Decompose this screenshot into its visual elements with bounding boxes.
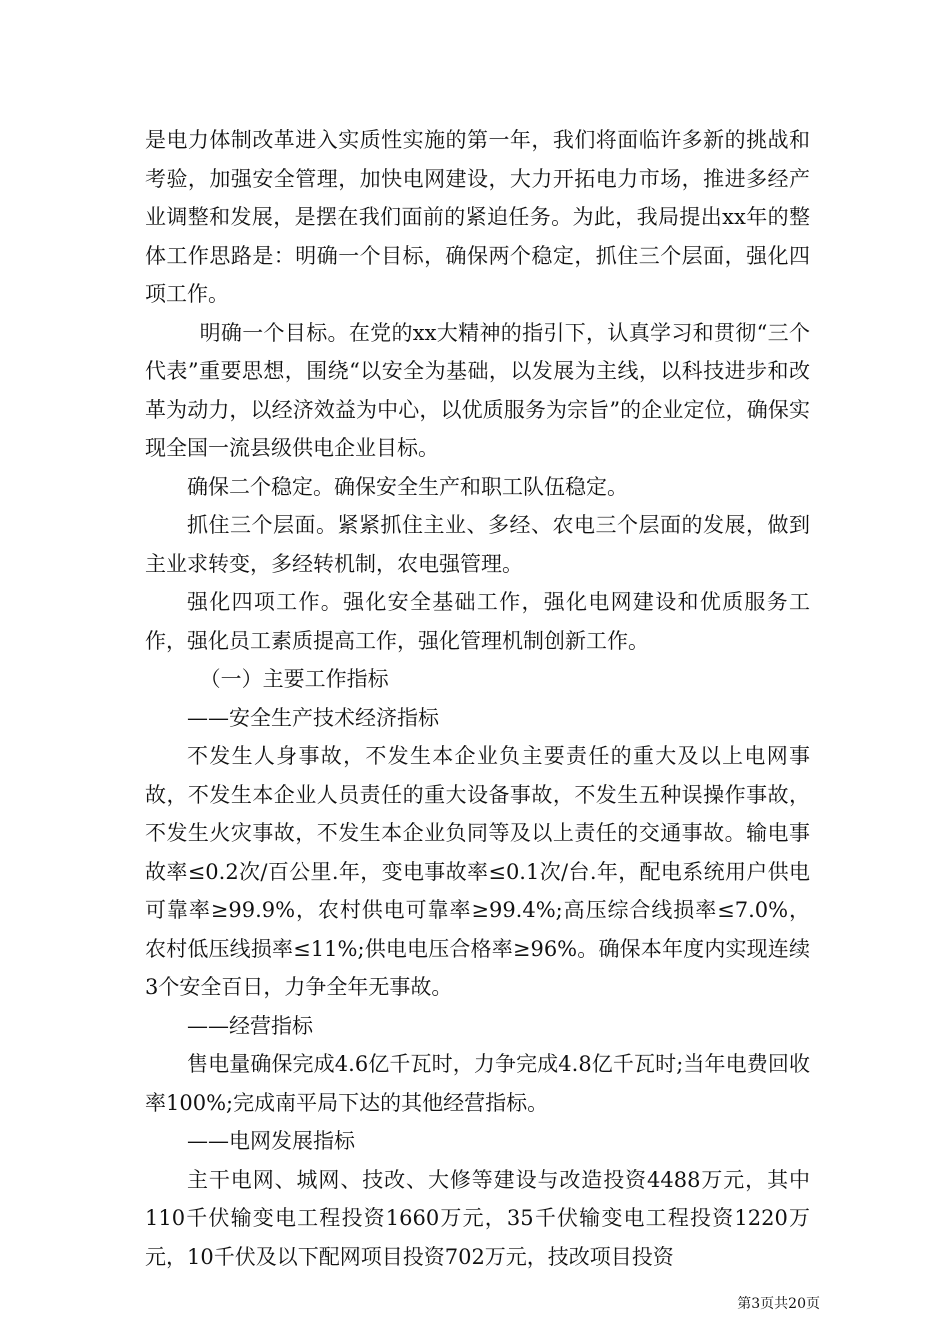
paragraph-safety-indicators: 不发生人身事故，不发生本企业负主要责任的重大及以上电网事故，不发生本企业人员责任的重大设备事故，不发生五种误操作事故，不发生火灾事故，不发生本企业负同等及以上责任的交通事故。输电事故率≤0.2次/百公里.年，变电事故率≤0.1次/台.年，配电系统用户供电可靠率≥99.9%，农村供电可靠率≥99.4%;高压综合线损率≤7.0%，农村低压线损率≤11%;供电电压合格率≥96%。确保本年度内实现连续3个安全百日，力争全年无事故。	[145, 744, 810, 999]
paragraph-four-tasks: 强化四项工作。强化安全基础工作，强化电网建设和优质服务工作，强化员工素质提高工作，强化管理机制创新工作。	[145, 590, 810, 653]
paragraph-goal: 明确一个目标。在党的xx大精神的指引下，认真学习和贯彻“三个代表”重要思想，围绕“以安全为基础，以发展为主线，以科技进步和改革为动力，以经济效益为中心，以优质服务为宗旨”的企业定位，确保实现全国一流县级供电企业目标。	[145, 320, 810, 460]
paragraph-operations: 售电量确保完成4.6亿千瓦时，力争完成4.8亿千瓦时;当年电费回收率100%;完成南平局下达的其他经营指标。	[145, 1052, 810, 1115]
paragraph-intro: 是电力体制改革进入实质性实施的第一年，我们将面临许多新的挑战和考验，加强安全管理，加快电网建设，大力开拓电力市场，推进多经产业调整和发展，是摆在我们面前的紧迫任务。为此，我局提出xx年的整体工作思路是：明确一个目标，确保两个稳定，抓住三个层面，强化四项工作。	[145, 128, 810, 306]
subheading-operations: ——经营指标	[187, 1013, 313, 1038]
paragraph-levels: 抓住三个层面。紧紧抓住主业、多经、农电三个层面的发展，做到主业求转变，多经转机制，农电强管理。	[145, 513, 810, 576]
subheading-grid-development: ——电网发展指标	[187, 1129, 355, 1153]
section-heading-indicators: （一）主要工作指标	[199, 667, 389, 691]
page-number: 第3页共20页	[737, 1296, 820, 1312]
paragraph-stability: 确保二个稳定。确保安全生产和职工队伍稳定。	[187, 474, 628, 499]
document-body	[145, 121, 810, 1276]
subheading-safety: ——安全生产技术经济指标	[187, 705, 439, 730]
paragraph-grid-investment: 主干电网、城网、技改、大修等建设与改造投资4488万元，其中110千伏输变电工程投资1660万元，35千伏输变电工程投资1220万元，10千伏及以下配网项目投资702万元，技改项目投资	[145, 1167, 810, 1269]
